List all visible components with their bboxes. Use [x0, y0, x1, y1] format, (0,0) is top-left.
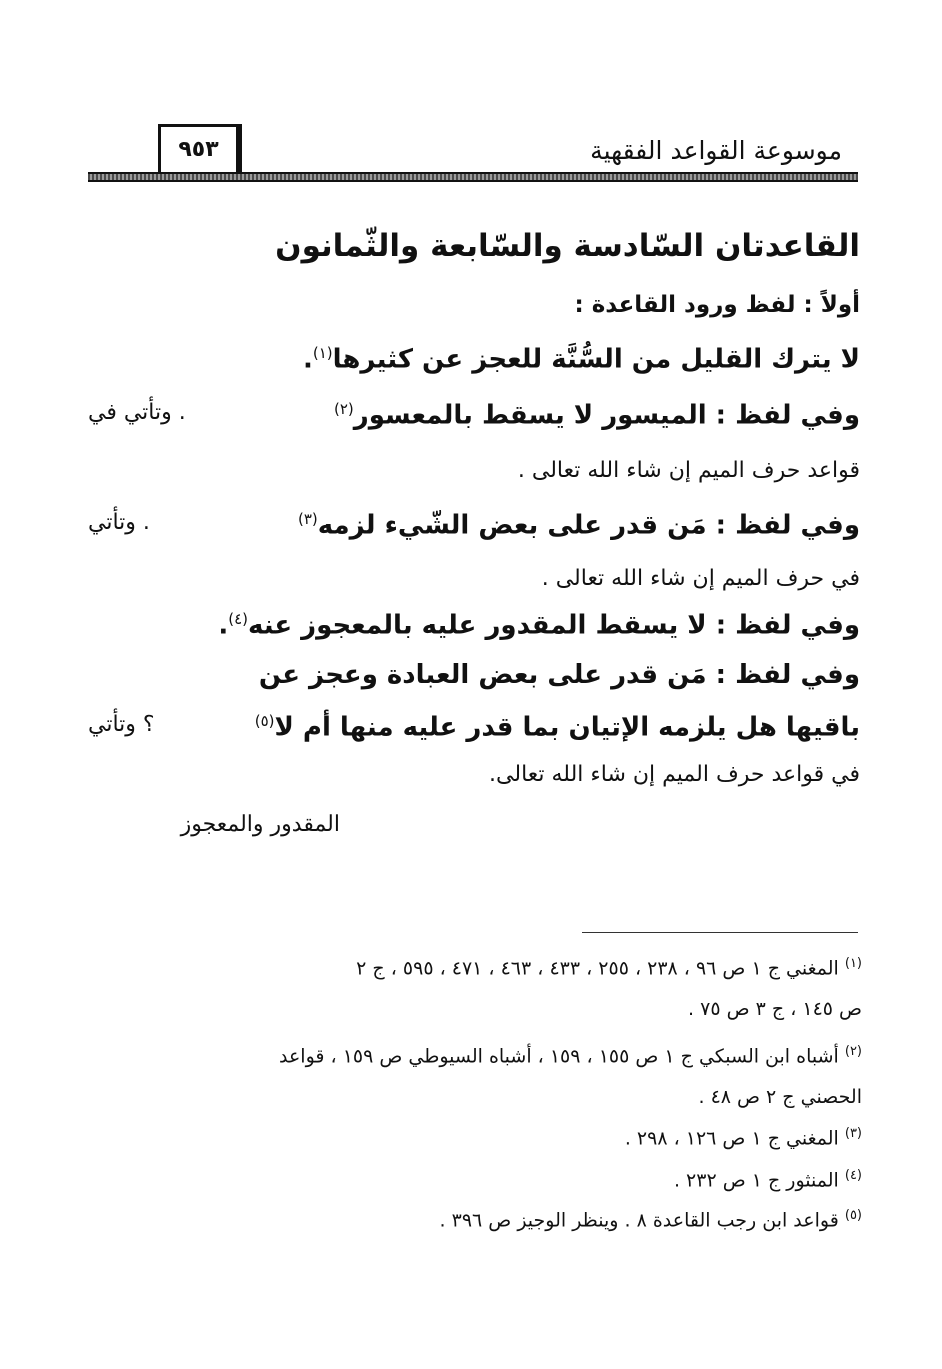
text-line-2	[88, 400, 860, 431]
line-2-continuation: . وتأتي في	[88, 400, 186, 425]
footnote-3-number: (٣)	[844, 1126, 862, 1141]
text-line-1	[303, 344, 860, 375]
rule-text-4: وفي لفظ : لا يسقط المقدور عليه بالمعجوز عنه	[247, 610, 860, 641]
footnote-5-number: (٥)	[844, 1208, 862, 1223]
text-line-7	[88, 660, 860, 690]
footnote-2-line-2: الحصني ج ٢ ص ٤٨ .	[698, 1086, 862, 1108]
rule-text-5a: وفي لفظ : مَن قدر على بعض العبادة وعجز عن	[258, 660, 860, 690]
sub-heading: أولاً : لفظ ورود القاعدة :	[574, 292, 860, 318]
footnote-ref-4: (٤)	[228, 610, 248, 628]
footnote-1-number: (١)	[844, 956, 862, 971]
footnote-1-line-2: ص ١٤٥ ، ج ٣ ص ٧٥ .	[688, 998, 862, 1020]
rule-text-3: وفي لفظ : مَن قدر على بعض الشّيء لزمه	[317, 510, 860, 541]
page-number: ٩٥٣	[158, 124, 242, 176]
footnote-4-number: (٤)	[844, 1168, 862, 1183]
running-header-title: موسوعة القواعد الفقهية	[590, 136, 842, 165]
footnote-1-line-1	[88, 956, 862, 979]
line-8-continuation: ؟ وتأتي	[88, 712, 155, 737]
line-end-1: .	[302, 344, 313, 375]
footnote-5	[440, 1208, 862, 1231]
line-end-6: .	[218, 610, 229, 641]
text-line-6	[218, 610, 860, 641]
footnote-3	[625, 1126, 862, 1149]
footnote-4-text: المنثور ج ١ ص ٢٣٢ .	[673, 1169, 839, 1192]
rule-text-5b: باقيها هل يلزمه الإتيان بما قدر عليه منها أم لا	[274, 712, 860, 743]
footnote-2-line-1	[88, 1044, 862, 1067]
text-line-8	[88, 712, 860, 743]
footnote-2-number: (٢)	[844, 1044, 862, 1059]
text-line-4	[88, 510, 860, 541]
footnote-4	[674, 1168, 862, 1191]
footnote-ref-5: (٥)	[254, 712, 275, 730]
rule-text-2: وفي لفظ : الميسور لا يسقط بالمعسور	[353, 400, 860, 431]
footnote-divider	[582, 932, 858, 933]
footnote-ref-3: (٣)	[297, 510, 318, 528]
text-line-3: قواعد حرف الميم إن شاء الله تعالى .	[517, 458, 860, 483]
footnote-2-text: أشباه ابن السبكي ج ١ ص ١٥٥ ، ١٥٩ ، أشباه السيوطي ص ١٥٩ ، قواعد	[279, 1045, 839, 1068]
text-line-9: في قواعد حرف الميم إن شاء الله تعالى.	[489, 762, 860, 787]
footnote-3-text: المغني ج ١ ص ١٢٦ ، ٢٩٨ .	[624, 1127, 839, 1150]
rule-text-1: لا يترك القليل من السُّنَّة للعجز عن كثيرها	[332, 344, 860, 375]
header-divider	[88, 172, 858, 182]
handwritten-note: المقدور والمعجوز	[180, 812, 340, 837]
footnote-5-text: قواعد ابن رجب القاعدة ٨ . وينظر الوجيز ص ٣٩٦ .	[439, 1209, 839, 1232]
text-line-5: في حرف الميم إن شاء الله تعالى .	[541, 566, 860, 591]
line-4-continuation: . وتأتي	[88, 510, 150, 535]
footnote-ref-1: (١)	[312, 344, 333, 362]
section-heading: القاعدتان السّادسة والسّابعة والثّمانون	[275, 228, 860, 264]
footnote-ref-2: (٢)	[334, 400, 354, 418]
footnote-1-text: المغني ج ١ ص ٩٦ ، ٢٣٨ ، ٢٥٥ ، ٤٣٣ ، ٤٦٣ ، ٤٧١ ، ٥٩٥ ، ج ٢	[356, 957, 839, 980]
